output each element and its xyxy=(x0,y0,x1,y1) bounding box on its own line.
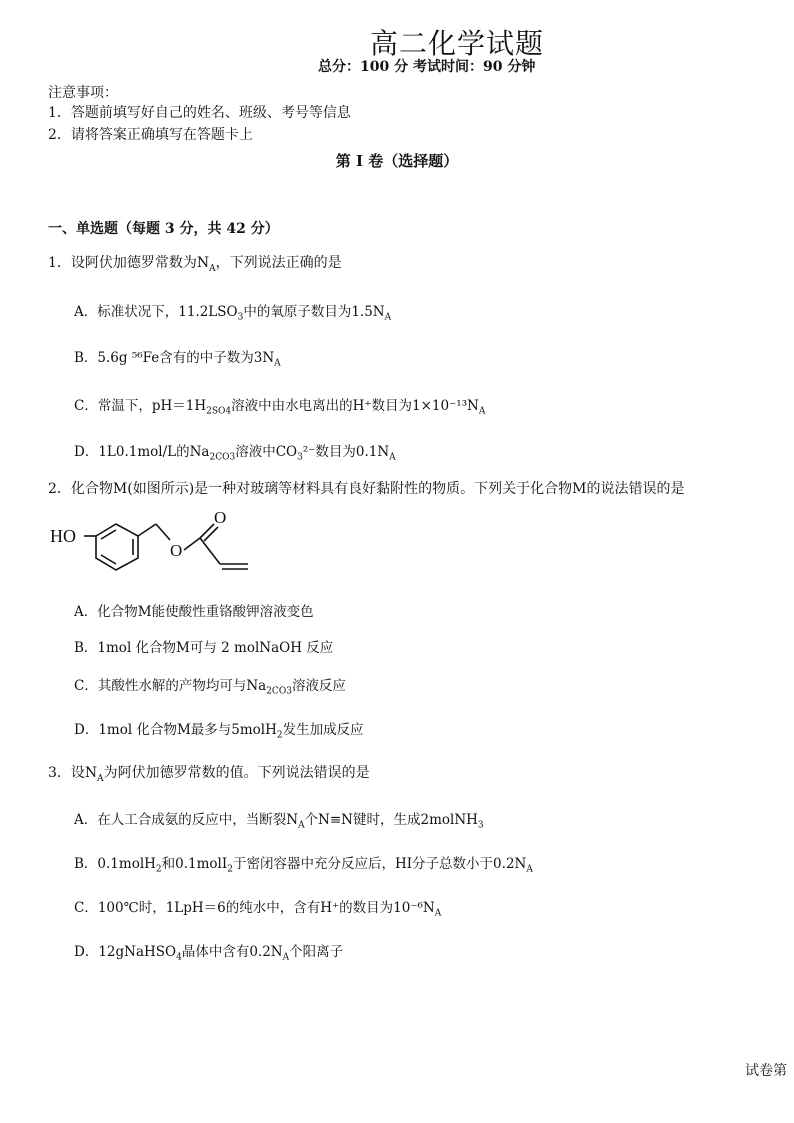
question-2-stem: 2．化合物M(如图所示)是一种对玻璃等材料具有良好黏附性的物质。下列关于化合物M的说法错误的是 xyxy=(48,481,685,497)
question-1-stem: 1．设阿伏加德罗常数为$N_A$，下列说法正确的是 xyxy=(48,255,342,274)
structure-label-ester-o: O xyxy=(170,541,183,560)
question-1-option-d: D．1L0.1mol/L的$Na_{2CO3}$溶液中$CO_3^{2-}$数目为$0.1N_A$ xyxy=(74,444,396,463)
structure-label-ho: HO xyxy=(50,526,76,546)
notes-label: 注意事项： xyxy=(48,85,118,101)
question-1-option-b: B．5.6g ⁵⁶Fe含有的中子数为$3N_A$ xyxy=(74,350,281,369)
question-3-option-b: B．0.1molH$_2$和0.1molI$_2$于密闭容器中充分反应后，HI分子总数小于$0.2N_A$ xyxy=(74,856,533,875)
question-2-option-d: D．1mol 化合物M最多与5molH$_2$发生加成反应 xyxy=(74,722,364,741)
exam-title: 高二化学试题 xyxy=(369,27,544,60)
question-3-option-c: C．100℃时，1LpH＝6的纯水中，含有H⁺的数目为$10^{-6}N_A$ xyxy=(74,900,442,919)
structure-label-carbonyl-o: O xyxy=(214,508,227,527)
note-item-1: 1．答题前填写好自己的姓名、班级、考号等信息 xyxy=(48,105,351,121)
question-3-option-a: A．在人工合成氨的反应中，当断裂$N_A$个N≡N键时，生成2molNH$_3$ xyxy=(74,812,484,831)
question-2-option-c: C．其酸性水解的产物均可与$Na_{2CO3}$溶液反应 xyxy=(74,678,346,697)
section-title: 第 I 卷（选择题） xyxy=(335,152,459,170)
question-2-option-b: B．1mol 化合物M可与 2 molNaOH 反应 xyxy=(74,640,334,656)
compound-m-structure xyxy=(48,506,278,586)
question-3-option-d: D．12gNaHSO$_4$晶体中含有$0.2N_A$个阳离子 xyxy=(74,944,344,963)
question-1-option-c: C．常温下，$pH=1H_{2SO4}$溶液中由水电离出的H⁺数目为$1\times 10^{-13}N_A$ xyxy=(74,398,486,417)
page-footer: 试卷第 xyxy=(745,1063,787,1079)
part-heading: 一、单选题（每题 3 分，共 42 分） xyxy=(48,221,279,237)
question-2-option-a: A．化合物M能使酸性重铬酸钾溶液变色 xyxy=(74,604,314,620)
benzene-ring xyxy=(96,524,138,570)
question-1-option-a: A．标准状况下，$11.2LSO_3$中的氧原子数目为$1.5N_A$ xyxy=(74,304,392,323)
note-item-2: 2．请将答案正确填写在答题卡上 xyxy=(48,127,253,143)
question-3-stem: 3．设$N_A$为阿伏加德罗常数的值。下列说法错误的是 xyxy=(48,765,370,784)
exam-subtitle: 总分：100 分 考试时间：90 分钟 xyxy=(318,59,536,75)
